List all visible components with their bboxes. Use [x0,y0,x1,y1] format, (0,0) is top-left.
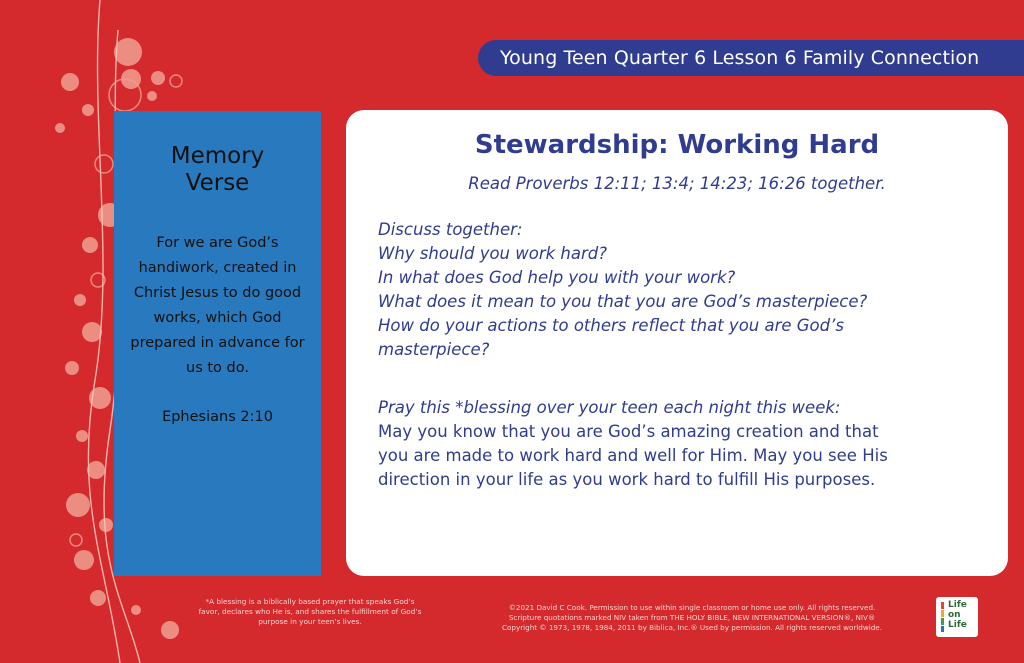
prayer-body: May you know that you are God’s amazing creation and that you are made to work hard and well for Him. May you see His direction in your life as you work hard to fulfill His purposes. [378,422,888,489]
lesson-title: Stewardship: Working Hard [474,130,880,160]
copyright-line: Copyright © 1973, 1978, 1984, 2011 by Biblica, Inc.® Used by permission. All rights reserved worldwide. [501,623,883,632]
memory-verse-card [114,111,321,576]
memory-verse-text: For we are God’s handiwork, created in Christ Jesus to do good works, which God prepared in advance for us to do. [130,235,305,376]
discuss-line: Discuss together: [378,220,523,239]
memory-title-line1: Memory [170,143,265,169]
discuss-line: masterpiece? [378,340,490,359]
discuss-line: How do your actions to others reflect that you are God’s [378,316,844,335]
lesson-reading: Read Proverbs 12:11; 13:4; 14:23; 16:26 together. [468,174,886,193]
memory-verse-title [114,143,321,197]
copyright-line: Scripture quotations marked NIV taken from THE HOLY BIBLE, NEW INTERNATIONAL VERSION®, NIV® [508,613,876,622]
blessing-footnote: *A blessing is a biblically based prayer that speaks God’s favor, declares who He is, and shares the fulfillment of God’s purpose in your teen’s lives. [198,597,422,626]
discuss-line: What does it mean to you that you are God’s masterpiece? [378,292,868,311]
banner-title: Young Teen Quarter 6 Lesson 6 Family Connection [500,47,980,69]
copyright-notice [442,603,942,633]
family-connection-card [346,110,1008,576]
blessing-prayer [378,396,978,492]
discuss-line: Why should you work hard? [378,244,608,263]
discuss-line: In what does God help you with your work? [378,268,736,287]
copyright-line: ©2021 David C Cook. Permission to use within single classroom or home use only. All rights reserved. [508,603,876,612]
memory-title-line2: Verse [185,170,250,196]
memory-verse-reference: Ephesians 2:10 [162,409,273,425]
discussion-questions [378,218,978,362]
lesson-banner [478,40,1024,76]
life-on-life-logo [936,597,978,637]
prayer-intro: Pray this *blessing over your teen each night this week: [378,398,841,417]
logo-text: Life on Life [948,600,967,630]
